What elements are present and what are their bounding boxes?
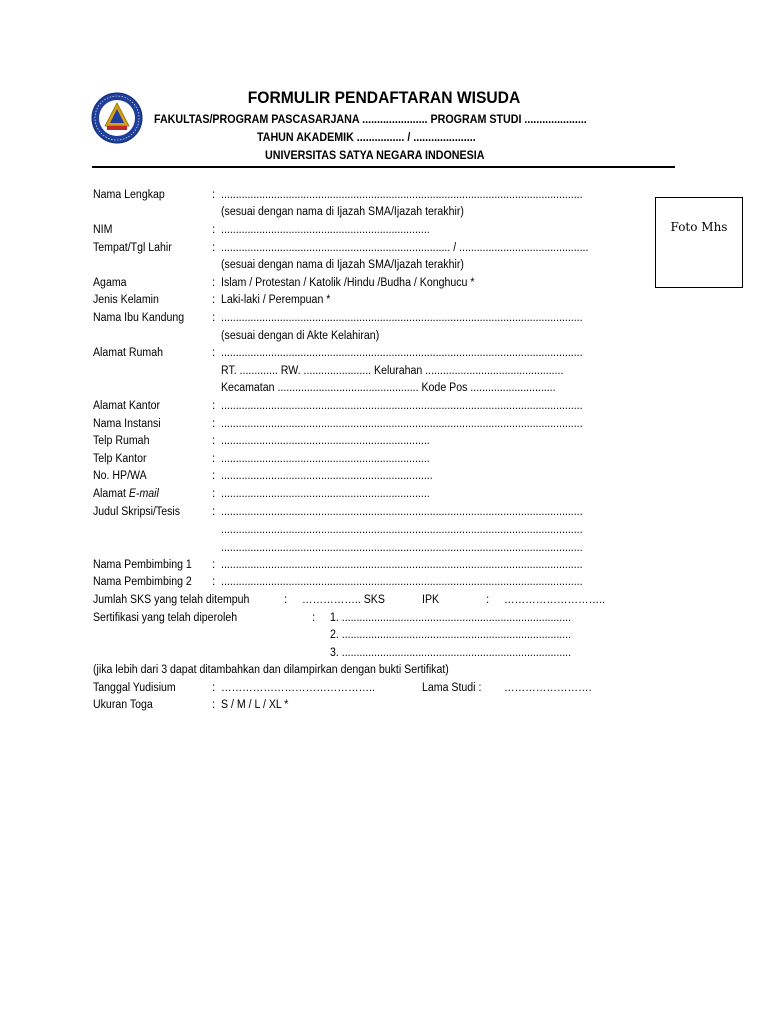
sertifikasi-note: (jika lebih dari 3 dapat ditambahkan dan dilampirkan dengan bukti Sertifikat)	[93, 664, 449, 676]
nama-ibu-note: (sesuai dengan di Akte Kelahiran)	[221, 330, 380, 342]
colon: :	[212, 418, 216, 430]
jenis-kelamin-options[interactable]: Laki-laki / Perempuan *	[221, 294, 331, 306]
judul-label: Judul Skripsi/Tesis	[93, 506, 181, 518]
colon: :	[212, 506, 216, 518]
lama-studi-label: Lama Studi :	[422, 682, 482, 694]
judul-field-line2[interactable]: ...........................................................................................................................	[221, 524, 583, 536]
colon: :	[212, 435, 216, 447]
email-label	[93, 488, 159, 500]
photo-box[interactable]	[655, 197, 743, 288]
photo-label: Foto Mhs	[670, 220, 728, 234]
ipk-label: IPK	[422, 594, 440, 606]
alamat-rumah-kecamatan-field[interactable]: Kecamatan ................................................ Kode Pos .............................	[221, 382, 556, 394]
nama-lengkap-label: Nama Lengkap	[93, 189, 165, 201]
sertifikasi-item-3[interactable]: 3. ..............................................................................	[330, 647, 572, 659]
colon: :	[212, 312, 216, 324]
email-field[interactable]: .......................................................................	[221, 488, 430, 500]
colon: :	[212, 470, 216, 482]
ttl-note: (sesuai dengan nama di Ijazah SMA/Ijazah terakhir)	[221, 259, 464, 271]
nama-ibu-label: Nama Ibu Kandung	[93, 312, 185, 324]
judul-field-line3[interactable]: ...........................................................................................................................	[221, 542, 583, 554]
colon: :	[212, 576, 216, 588]
agama-label: Agama	[93, 277, 127, 289]
telp-rumah-field[interactable]: .......................................................................	[221, 435, 430, 447]
alamat-rumah-label: Alamat Rumah	[93, 347, 163, 359]
colon: :	[312, 612, 316, 624]
colon: :	[212, 242, 216, 254]
colon: :	[212, 277, 216, 289]
telp-kantor-field[interactable]: .......................................................................	[221, 453, 430, 465]
lama-studi-field[interactable]: …………………….	[504, 682, 592, 694]
no-hp-label: No. HP/WA	[93, 470, 147, 482]
colon: :	[284, 594, 288, 606]
alamat-kantor-label: Alamat Kantor	[93, 400, 161, 412]
alamat-rumah-field[interactable]: ...........................................................................................................................	[221, 347, 583, 359]
alamat-kantor-field[interactable]: ...........................................................................................................................	[221, 400, 583, 412]
pembimbing2-field[interactable]: ...........................................................................................................................	[221, 576, 583, 588]
colon: :	[212, 559, 216, 571]
nama-instansi-label: Nama Instansi	[93, 418, 161, 430]
nim-field[interactable]: .......................................................................	[221, 224, 430, 236]
colon: :	[212, 224, 216, 236]
pembimbing1-label: Nama Pembimbing 1	[93, 559, 192, 571]
university-name: UNIVERSITAS SATYA NEGARA INDONESIA	[265, 150, 485, 162]
colon: :	[212, 400, 216, 412]
ukuran-toga-options[interactable]: S / M / L / XL *	[221, 699, 289, 711]
faculty-program-line: FAKULTAS/PROGRAM PASCASARJANA ...................... PROGRAM STUDI .....................	[154, 114, 587, 126]
no-hp-field[interactable]: ........................................................................	[221, 470, 433, 482]
sertifikasi-item-2[interactable]: 2. ..............................................................................	[330, 629, 572, 641]
jenis-kelamin-label: Jenis Kelamin	[93, 294, 159, 306]
colon: :	[212, 453, 216, 465]
colon: :	[212, 347, 216, 359]
ttl-field[interactable]: .............................................................................. / ............................................	[221, 242, 589, 254]
pembimbing1-field[interactable]: ...........................................................................................................................	[221, 559, 583, 571]
email-label-italic: E-mail	[128, 488, 159, 500]
academic-year-line: TAHUN AKADEMIK ................ / .....................	[257, 132, 476, 144]
colon: :	[486, 594, 490, 606]
ttl-label: Tempat/Tgl Lahir	[93, 242, 172, 254]
colon: :	[212, 699, 216, 711]
sks-label: Jumlah SKS yang telah ditempuh	[93, 594, 250, 606]
email-label-prefix: Alamat	[93, 488, 129, 500]
nama-lengkap-field[interactable]: ...........................................................................................................................	[221, 189, 583, 201]
tanggal-yudisium-label: Tanggal Yudisium	[93, 682, 176, 694]
nama-lengkap-note: (sesuai dengan nama di Ijazah SMA/Ijazah terakhir)	[221, 206, 464, 218]
judul-field-line1[interactable]: ...........................................................................................................................	[221, 506, 583, 518]
tanggal-yudisium-field[interactable]: ……………………………………..	[221, 682, 375, 694]
telp-rumah-label: Telp Rumah	[93, 435, 150, 447]
colon: :	[212, 682, 216, 694]
nama-ibu-field[interactable]: ...........................................................................................................................	[221, 312, 583, 324]
sertifikasi-label: Sertifikasi yang telah diperoleh	[93, 612, 238, 624]
colon: :	[212, 488, 216, 500]
sks-field[interactable]: …………….. SKS	[302, 594, 385, 606]
form-title: FORMULIR PENDAFTARAN WISUDA	[247, 88, 521, 107]
colon: :	[212, 189, 216, 201]
colon: :	[212, 294, 216, 306]
ipk-field[interactable]: ………………………..	[504, 594, 606, 606]
ukuran-toga-label: Ukuran Toga	[93, 699, 153, 711]
alamat-rumah-rt-rw-field[interactable]: RT. ............. RW. ....................... Kelurahan ...............................................	[221, 365, 564, 377]
nama-instansi-field[interactable]: ...........................................................................................................................	[221, 418, 583, 430]
nim-label: NIM	[93, 224, 113, 236]
pembimbing2-label: Nama Pembimbing 2	[93, 576, 192, 588]
telp-kantor-label: Telp Kantor	[93, 453, 147, 465]
header-divider	[92, 166, 675, 168]
sertifikasi-item-1[interactable]: 1. ..............................................................................	[330, 612, 572, 624]
agama-options[interactable]: Islam / Protestan / Katolik /Hindu /Budha / Konghucu *	[221, 277, 475, 289]
